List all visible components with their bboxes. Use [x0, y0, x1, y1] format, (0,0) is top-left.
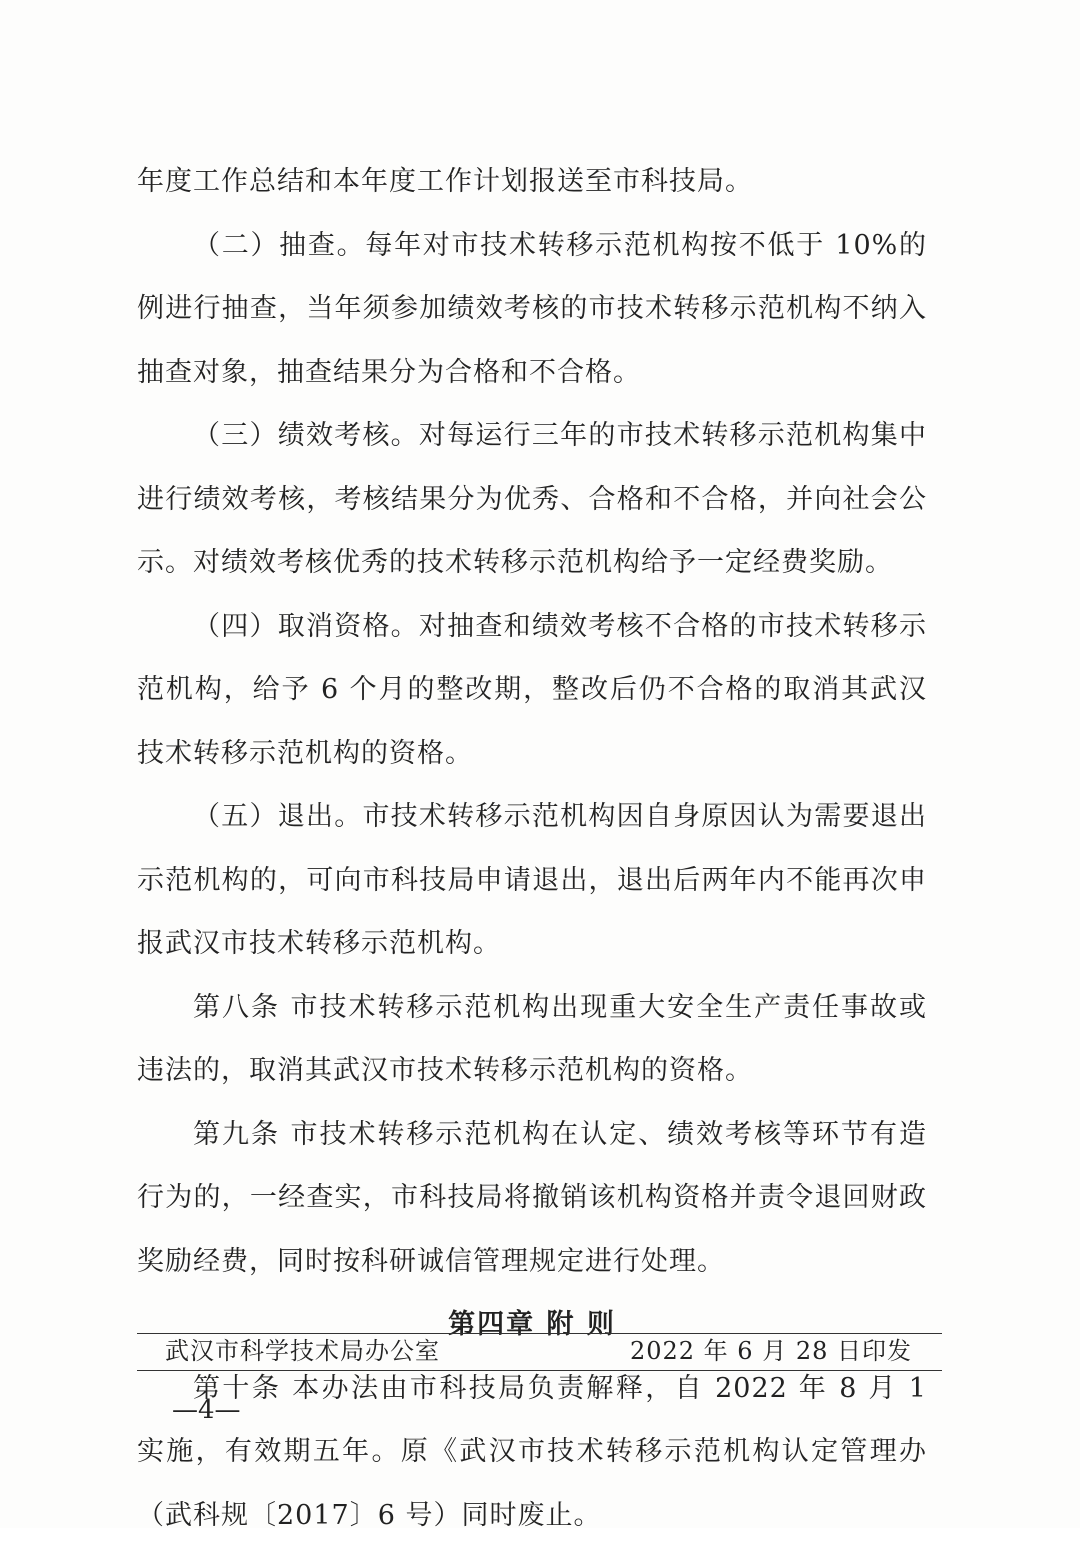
paragraph-line: 行为的，一经查实，市科技局将撤销该机构资格并责令退回财政 [137, 1166, 927, 1230]
paragraph-line: 例进行抽查，当年须参加绩效考核的市技术转移示范机构不纳入 [137, 277, 927, 341]
paragraph-line: 违法的，取消其武汉市技术转移示范机构的资格。 [137, 1039, 927, 1103]
article-10-line: 第十条 本办法由市科技局负责解释，自 2022 年 8 月 1 [137, 1357, 927, 1421]
footer-date: 2022 年 6 月 28 日印发 [630, 1334, 912, 1368]
footer-bottom-rule [137, 1370, 942, 1371]
footer-issuer: 武汉市科学技术局办公室 [165, 1334, 440, 1368]
paragraph-line: 奖励经费，同时按科研诚信管理规定进行处理。 [137, 1230, 927, 1294]
article-9-line: 第九条 市技术转移示范机构在认定、绩效考核等环节有造 [137, 1103, 927, 1167]
paragraph-line: 实施，有效期五年。原《武汉市技术转移示范机构认定管理办 [137, 1420, 927, 1484]
paragraph-line: 范机构，给予 6 个月的整改期，整改后仍不合格的取消其武汉 [137, 658, 927, 722]
paragraph-line: 示范机构的，可向市科技局申请退出，退出后两年内不能再次申 [137, 849, 927, 913]
paragraph-line: 抽查对象，抽查结果分为合格和不合格。 [137, 341, 927, 405]
paragraph-line: （四）取消资格。对抽查和绩效考核不合格的市技术转移示 [137, 595, 927, 659]
paragraph-line: 示。对绩效考核优秀的技术转移示范机构给予一定经费奖励。 [137, 531, 927, 595]
paragraph-line: （二）抽查。每年对市技术转移示范机构按不低于 10%的 [137, 214, 927, 278]
paragraph-line: （三）绩效考核。对每运行三年的市技术转移示范机构集中 [137, 404, 927, 468]
paragraph-line: （五）退出。市技术转移示范机构因自身原因认为需要退出 [137, 785, 927, 849]
paragraph-line: 进行绩效考核，考核结果分为优秀、合格和不合格，并向社会公 [137, 468, 927, 532]
chapter-title: 第四章 附 则 [137, 1293, 927, 1357]
paragraph-line: 年度工作总结和本年度工作计划报送至市科技局。 [137, 150, 927, 214]
paragraph-line: 报武汉市技术转移示范机构。 [137, 912, 927, 976]
paragraph-line: （武科规〔2017〕6 号）同时废止。 [137, 1484, 927, 1547]
article-8-line: 第八条 市技术转移示范机构出现重大安全生产责任事故或 [137, 976, 927, 1040]
page-number: —4— [172, 1390, 241, 1430]
paragraph-line: 技术转移示范机构的资格。 [137, 722, 927, 786]
